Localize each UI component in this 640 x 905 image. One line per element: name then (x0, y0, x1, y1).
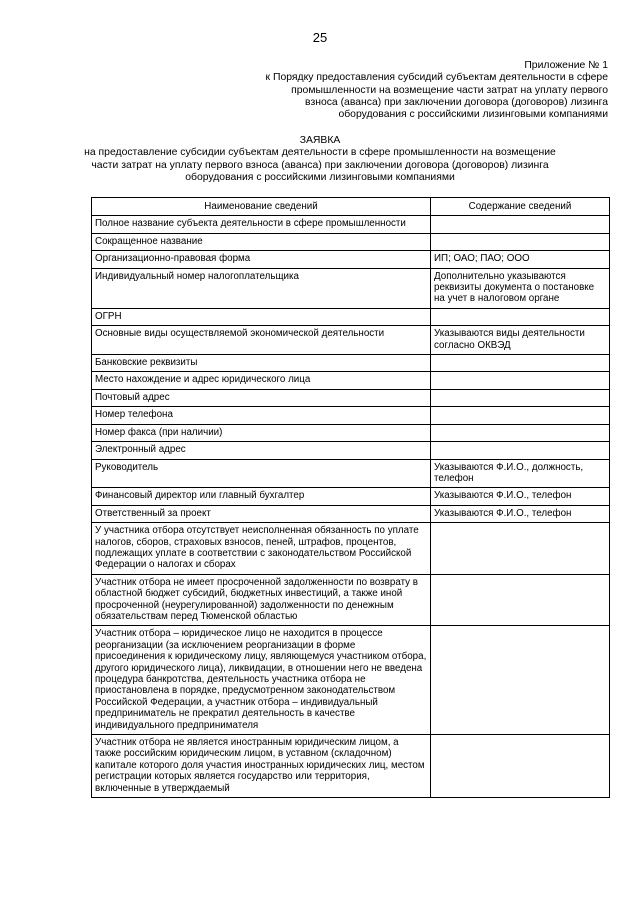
appendix-line: промышленности на возмещение части затрат на уплату первого (291, 84, 608, 96)
appendix-line: Приложение № 1 (524, 60, 608, 71)
field-content-cell: Указываются виды деятельности согласно ОКВЭД (431, 326, 610, 355)
title-line: оборудования с российскими лизинговыми компаниями (185, 171, 455, 183)
field-name-cell: Номер телефона (92, 407, 431, 424)
page-number: 25 (312, 30, 328, 45)
field-name-cell: Руководитель (92, 459, 431, 488)
table-row (92, 574, 610, 626)
appendix-line: оборудования с российскими лизинговыми компаниями (338, 109, 608, 121)
field-name-cell: Финансовый директор или главный бухгалтер (92, 488, 431, 505)
field-name-cell: ОГРН (92, 308, 431, 325)
field-content-cell (431, 735, 610, 798)
table-row (92, 389, 610, 406)
column-header-name: Наименование сведений (92, 198, 431, 216)
field-content-cell: Указываются Ф.И.О., телефон (431, 505, 610, 522)
field-content-cell (431, 424, 610, 441)
table-body (92, 216, 610, 798)
title-heading: ЗАЯВКА (299, 135, 341, 146)
field-content-cell (431, 233, 610, 250)
table-row (92, 216, 610, 233)
field-content-cell: Указываются Ф.И.О., телефон (431, 488, 610, 505)
field-name-cell: Место нахождение и адрес юридического лица (92, 372, 431, 389)
field-content-cell (431, 355, 610, 372)
field-name-cell: Сокращенное название (92, 233, 431, 250)
field-name-cell: Участник отбора не является иностранным юридическим лицом, а также российским юридическим лицом, в уставном (складочном) капитале которого доля участия иностранных юридических лиц, местом регистрации которых является государство или территория, включенные в утверждаемый (92, 735, 431, 798)
field-name-cell: Участник отбора не имеет просроченной задолженности по возврату в областной бюджет субсидий, бюджетных инвестиций, а также иной просроченной (неурегулированной) задолженности по денежным обязательствам перед Тюменской областью (92, 574, 431, 626)
field-name-cell: Основные виды осуществляемой экономической деятельности (92, 326, 431, 355)
field-name-cell: Почтовый адрес (92, 389, 431, 406)
table-row (92, 372, 610, 389)
field-content-cell (431, 574, 610, 626)
field-name-cell: Организационно-правовая форма (92, 251, 431, 268)
field-content-cell (431, 308, 610, 325)
appendix-line: к Порядку предоставления субсидий субъектам деятельности в сфере (265, 72, 608, 84)
table-row (92, 424, 610, 441)
table-row (92, 505, 610, 522)
table-row (92, 268, 610, 308)
field-content-cell: ИП; ОАО; ПАО; ООО (431, 251, 610, 268)
title-line: на предоставление субсидии субъектам деятельности в сфере промышленности на возмещение (84, 147, 556, 159)
field-content-cell (431, 626, 610, 735)
application-table (91, 197, 610, 798)
field-content-cell: Дополнительно указываются реквизиты документа о постановке на учет в налоговом органе (431, 268, 610, 308)
appendix-line: взноса (аванса) при заключении договора (договоров) лизинга (305, 96, 608, 108)
table-row (92, 251, 610, 268)
table-header-row (92, 198, 610, 216)
field-name-cell: Ответственный за проект (92, 505, 431, 522)
field-content-cell (431, 372, 610, 389)
table-row (92, 523, 610, 575)
document-title (0, 135, 640, 184)
field-content-cell: Указываются Ф.И.О., должность, телефон (431, 459, 610, 488)
table-row (92, 355, 610, 372)
field-name-cell: Номер факса (при наличии) (92, 424, 431, 441)
table-row (92, 488, 610, 505)
table-row (92, 735, 610, 798)
field-name-cell: Полное название субъекта деятельности в сфере промышленности (92, 216, 431, 233)
field-content-cell (431, 216, 610, 233)
column-header-content: Содержание сведений (431, 198, 610, 216)
table-row (92, 442, 610, 459)
field-content-cell (431, 389, 610, 406)
appendix-header (208, 60, 608, 121)
table-row (92, 626, 610, 735)
field-name-cell: У участника отбора отсутствует неисполненная обязанность по уплате налогов, сборов, страховых взносов, пеней, штрафов, процентов, подлежащих уплате в соответствии с законодательством Российской Федерации о налогах и сборах (92, 523, 431, 575)
field-name-cell: Электронный адрес (92, 442, 431, 459)
table-row (92, 407, 610, 424)
field-name-cell: Индивидуальный номер налогоплательщика (92, 268, 431, 308)
field-content-cell (431, 407, 610, 424)
title-line: части затрат на уплату первого взноса (аванса) при заключении договора (договоров) лизинга (91, 159, 549, 171)
table-row (92, 233, 610, 250)
field-name-cell: Банковские реквизиты (92, 355, 431, 372)
field-content-cell (431, 442, 610, 459)
table-row (92, 459, 610, 488)
field-content-cell (431, 523, 610, 575)
table-row (92, 308, 610, 325)
table-row (92, 326, 610, 355)
field-name-cell: Участник отбора – юридическое лицо не находится в процессе реорганизации (за исключением реорганизации в форме присоединения к юридическому лицу, являющемуся участником отбора, другого юридического лица), ликвидации, в отношении него не введена процедура банкротства, деятельность участника отбора не приостановлена в порядке, предусмотренном законодательством Российской Федерации, а участник отбора – индивидуальный предприниматель не прекратил деятельность в качестве индивидуального предпринимателя (92, 626, 431, 735)
